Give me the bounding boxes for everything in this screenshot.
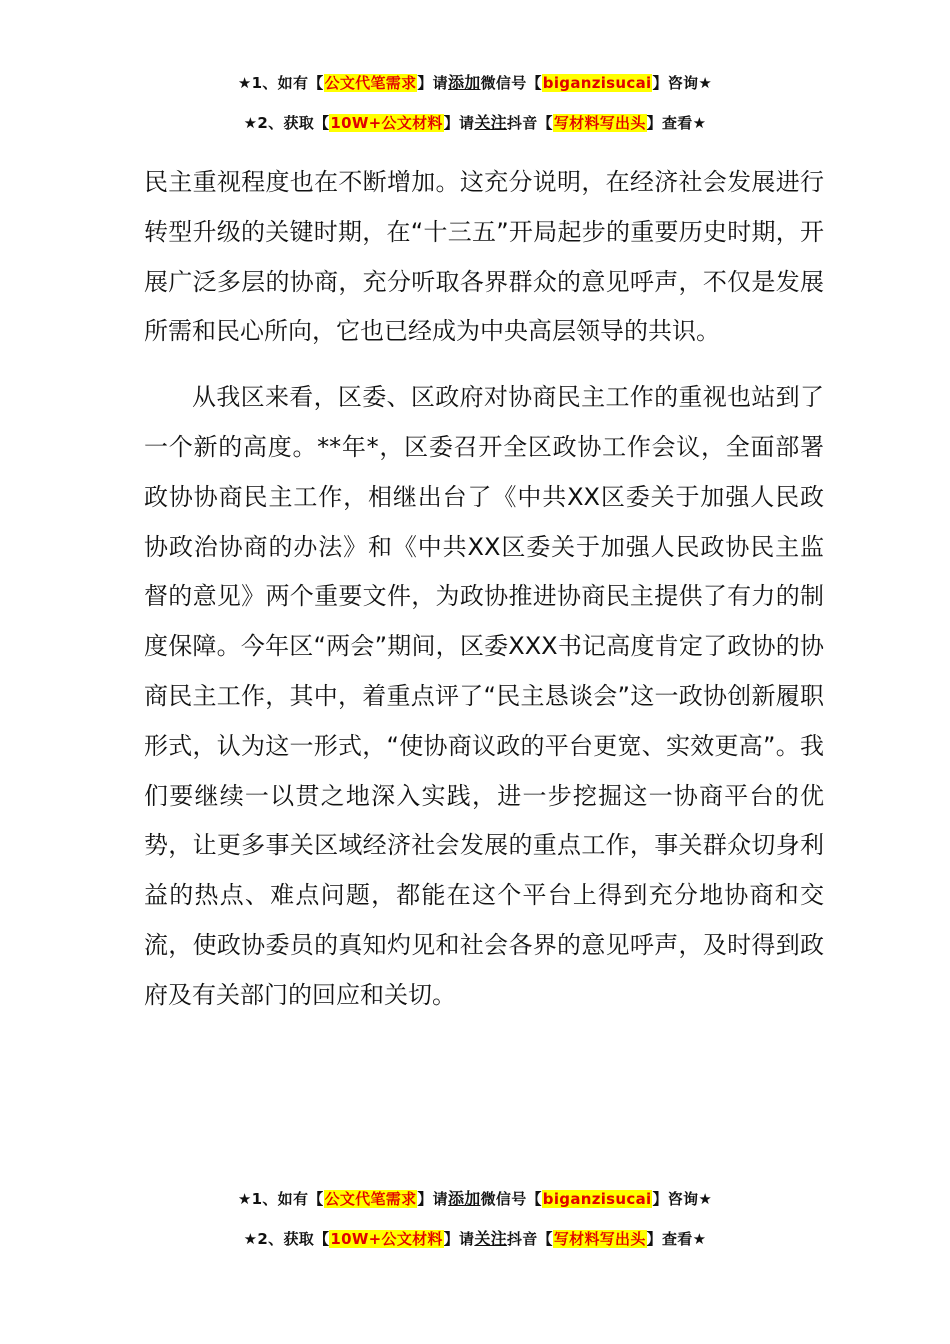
header-promo-line-1 bbox=[0, 70, 950, 93]
promo-text: 】查看★ bbox=[646, 114, 707, 132]
promo-text: 微信号【 bbox=[480, 74, 542, 92]
promo-text: ★1、如有【 bbox=[237, 1190, 324, 1208]
promo-text: 抖音【 bbox=[506, 114, 553, 132]
promo-underline: 关注 bbox=[474, 1229, 507, 1248]
promo-highlight: 公文代笔需求 bbox=[324, 74, 417, 92]
promo-text: 】请 bbox=[443, 1230, 475, 1248]
wechat-id-highlight: biganzisucai bbox=[542, 74, 652, 92]
promo-text: ★1、如有【 bbox=[237, 74, 324, 92]
paragraph-1: 民主重视程度也在不断增加。这充分说明，在经济社会发展进行转型升级的关键时期，在“十三五”开局起步的重要历史时期，开展广泛多层的协商，充分听取各界群众的意见呼声，不仅是发展所需和民心所向，它也已经成为中央高层领导的共识。 bbox=[144, 168, 824, 346]
wechat-id-highlight: biganzisucai bbox=[542, 1190, 652, 1208]
promo-text: ★2、获取【 bbox=[243, 114, 330, 132]
promo-text: 】请 bbox=[417, 1190, 448, 1208]
paragraph-2: 从我区来看，区委、区政府对协商民主工作的重视也站到了一个新的高度。**年*，区委召开全区政协工作会议，全面部署政协协商民主工作，相继出台了《中共XX区委关于加强人民政协政治协商的办法》和《中共XX区委关于加强人民政协民主监督的意见》两个重要文件，为政协推进协商民主提供了有力的制度保障。今年区“两会”期间，区委XXX书记高度肯定了政协的协商民主工作，其中，着重点评了“民主恳谈会”这一政协创新履职形式，认为这一形式，“使协商议政的平台更宽、实效更高”。我们要继续一以贯之地深入实践，进一步挖掘这一协商平台的优势，让更多事关区域经济社会发展的重点工作，事关群众切身利益的热点、难点问题，都能在这个平台上得到充分地协商和交流，使政协委员的真知灼见和社会各界的意见呼声，及时得到政府及有关部门的回应和关切。 bbox=[144, 383, 824, 1009]
promo-underline: 关注 bbox=[474, 113, 507, 132]
footer-promo-line-1 bbox=[0, 1186, 950, 1209]
douyin-id-highlight: 写材料写出头 bbox=[553, 1230, 646, 1248]
promo-underline: 添加 bbox=[447, 1189, 481, 1208]
header-promo-line-2 bbox=[0, 110, 950, 133]
promo-text: 微信号【 bbox=[480, 1190, 542, 1208]
promo-text: 】咨询★ bbox=[652, 1190, 713, 1208]
document-body bbox=[144, 158, 824, 1021]
promo-text: 抖音【 bbox=[506, 1230, 553, 1248]
promo-text: 】请 bbox=[417, 74, 448, 92]
promo-underline: 添加 bbox=[447, 73, 481, 92]
promo-text: 】查看★ bbox=[646, 1230, 707, 1248]
promo-text: 】咨询★ bbox=[652, 74, 713, 92]
promo-text: ★2、获取【 bbox=[243, 1230, 330, 1248]
footer-promo-line-2 bbox=[0, 1226, 950, 1249]
promo-highlight: 10W+公文材料 bbox=[330, 1230, 443, 1248]
promo-text: 】请 bbox=[443, 114, 475, 132]
promo-highlight: 公文代笔需求 bbox=[324, 1190, 417, 1208]
douyin-id-highlight: 写材料写出头 bbox=[553, 114, 646, 132]
promo-highlight: 10W+公文材料 bbox=[330, 114, 443, 132]
